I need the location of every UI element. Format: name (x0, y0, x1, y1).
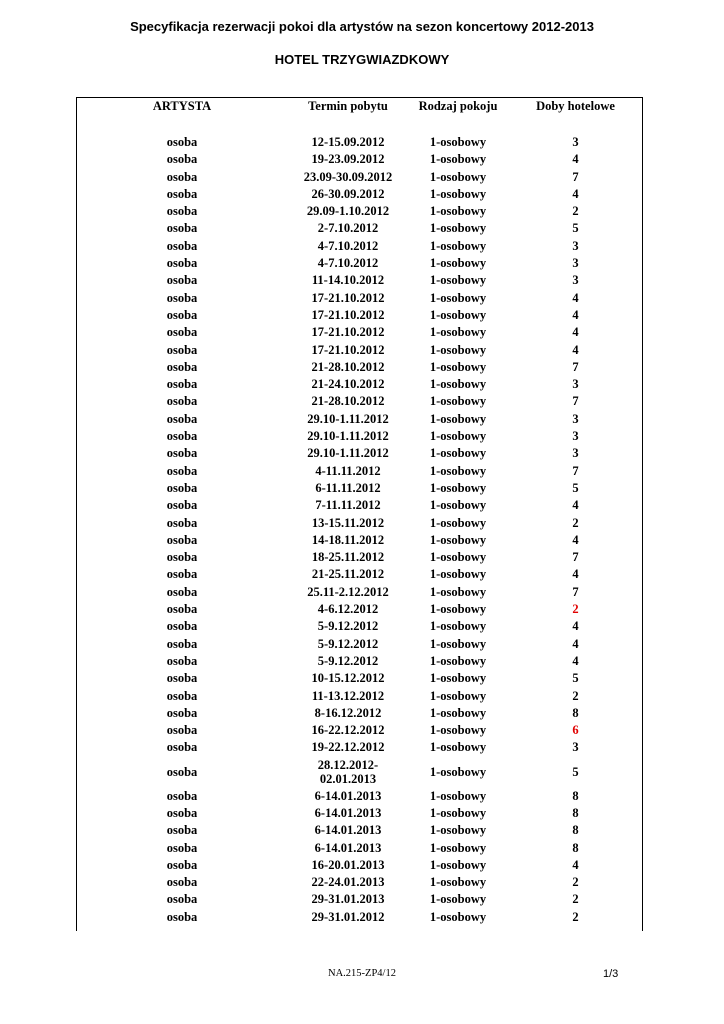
reservation-table (76, 98, 643, 926)
cell-dates: 19-23.09.2012 (311, 152, 385, 167)
cell-dates: 18-25.11.2012 (311, 550, 385, 565)
cell-dates: 4-7.10.2012 (317, 238, 379, 253)
cell-artist: osoba (166, 307, 198, 322)
cell-dates: 28.12.2012- 02.01.2013 (317, 758, 379, 787)
header-dates: Termin pobytu (308, 99, 388, 113)
table-row (76, 359, 643, 376)
cell-artist: osoba (166, 636, 198, 651)
cell-room: 1-osobowy (429, 765, 487, 780)
cell-artist: osoba (166, 135, 198, 149)
cell-room: 1-osobowy (429, 135, 487, 149)
cell-artist: osoba (166, 602, 198, 617)
cell-nights: 7 (572, 584, 579, 599)
cell-room: 1-osobowy (429, 256, 487, 271)
cell-artist: osoba (166, 325, 198, 340)
table-row (76, 290, 643, 307)
cell-artist: osoba (166, 723, 198, 738)
cell-room: 1-osobowy (429, 653, 487, 668)
cell-artist: osoba (166, 342, 198, 357)
cell-artist: osoba (166, 480, 198, 495)
cell-room: 1-osobowy (429, 325, 487, 340)
cell-dates: 19-22.12.2012 (311, 740, 385, 755)
cell-nights: 3 (572, 429, 579, 444)
cell-nights: 4 (572, 532, 579, 547)
cell-room: 1-osobowy (429, 909, 487, 924)
cell-room: 1-osobowy (429, 359, 487, 374)
table-row (76, 272, 643, 289)
cell-dates: 21-24.10.2012 (311, 377, 385, 392)
table-row (76, 618, 643, 635)
cell-room: 1-osobowy (429, 411, 487, 426)
cell-artist: osoba (166, 377, 198, 392)
cell-room: 1-osobowy (429, 723, 487, 738)
cell-artist: osoba (166, 892, 198, 907)
cell-nights: 2 (572, 892, 579, 907)
cell-dates: 13-15.11.2012 (311, 515, 385, 530)
cell-dates: 10-15.12.2012 (311, 671, 385, 686)
table-row (76, 532, 643, 549)
cell-room: 1-osobowy (429, 550, 487, 565)
table-row (76, 601, 643, 618)
cell-dates: 22-24.01.2013 (311, 875, 385, 890)
table-row (76, 203, 643, 220)
cell-room: 1-osobowy (429, 394, 487, 409)
cell-nights: 4 (572, 653, 579, 668)
table-row (76, 840, 643, 857)
cell-room: 1-osobowy (429, 152, 487, 167)
cell-nights: 2 (572, 688, 579, 703)
cell-dates: 17-21.10.2012 (311, 290, 385, 305)
cell-nights: 4 (572, 857, 579, 872)
cell-room: 1-osobowy (429, 823, 487, 838)
cell-dates: 29-31.01.2012 (311, 909, 385, 924)
cell-artist: osoba (166, 740, 198, 755)
cell-room: 1-osobowy (429, 892, 487, 907)
cell-nights: 3 (572, 135, 579, 149)
cell-nights: 4 (572, 619, 579, 634)
cell-room: 1-osobowy (429, 532, 487, 547)
cell-artist: osoba (166, 765, 198, 780)
table-row (76, 653, 643, 670)
table-row (76, 757, 643, 788)
cell-artist: osoba (166, 463, 198, 478)
cell-dates: 16-22.12.2012 (311, 723, 385, 738)
cell-nights: 8 (572, 805, 579, 820)
cell-artist: osoba (166, 532, 198, 547)
cell-room: 1-osobowy (429, 307, 487, 322)
cell-dates: 23.09-30.09.2012 (303, 169, 393, 184)
cell-nights: 2 (572, 602, 579, 617)
cell-nights: 4 (572, 567, 579, 582)
cell-nights: 3 (572, 377, 579, 392)
document-title: Specyfikacja rezerwacji pokoi dla artystów na sezon koncertowy 2012-2013 (130, 19, 594, 34)
cell-dates: 5-9.12.2012 (317, 636, 379, 651)
table-row (76, 688, 643, 705)
cell-nights: 2 (572, 909, 579, 924)
table-row (76, 822, 643, 839)
table-row (76, 909, 643, 926)
cell-room: 1-osobowy (429, 584, 487, 599)
cell-room: 1-osobowy (429, 671, 487, 686)
cell-dates: 11-13.12.2012 (311, 688, 385, 703)
cell-artist: osoba (166, 805, 198, 820)
cell-dates: 2-7.10.2012 (317, 221, 379, 236)
cell-artist: osoba (166, 705, 198, 720)
table-row (76, 238, 643, 255)
cell-room: 1-osobowy (429, 498, 487, 513)
table-row (76, 515, 643, 532)
table-row (76, 463, 643, 480)
table-row (76, 169, 643, 186)
cell-artist: osoba (166, 875, 198, 890)
cell-dates: 7-11.11.2012 (315, 498, 381, 513)
cell-nights: 4 (572, 290, 579, 305)
cell-room: 1-osobowy (429, 705, 487, 720)
cell-artist: osoba (166, 584, 198, 599)
cell-dates: 17-21.10.2012 (311, 325, 385, 340)
cell-artist: osoba (166, 857, 198, 872)
cell-nights: 3 (572, 411, 579, 426)
cell-room: 1-osobowy (429, 619, 487, 634)
table-row (76, 670, 643, 687)
cell-dates: 6-14.01.2013 (314, 840, 382, 855)
table-row (76, 874, 643, 891)
header-nights: Doby hotelowe (536, 99, 615, 113)
cell-dates: 29.10-1.11.2012 (307, 446, 389, 461)
cell-artist: osoba (166, 619, 198, 634)
cell-artist: osoba (166, 788, 198, 803)
cell-nights: 4 (572, 636, 579, 651)
cell-room: 1-osobowy (429, 636, 487, 651)
cell-nights: 7 (572, 359, 579, 374)
cell-artist: osoba (166, 498, 198, 513)
cell-dates: 6-11.11.2012 (315, 480, 381, 495)
header-room: Rodzaj pokoju (418, 99, 498, 113)
cell-dates: 17-21.10.2012 (311, 342, 385, 357)
table-header-row (76, 98, 643, 118)
cell-nights: 2 (572, 875, 579, 890)
cell-nights: 3 (572, 446, 579, 461)
cell-artist: osoba (166, 653, 198, 668)
cell-nights: 5 (572, 480, 579, 495)
cell-room: 1-osobowy (429, 805, 487, 820)
table-row (76, 857, 643, 874)
table-row (76, 891, 643, 908)
table-row (76, 307, 643, 324)
cell-nights: 5 (572, 765, 579, 780)
cell-artist: osoba (166, 169, 198, 184)
cell-nights: 3 (572, 238, 579, 253)
table-body (76, 134, 643, 926)
cell-artist: osoba (166, 671, 198, 686)
header-artist: ARTYSTA (152, 99, 212, 113)
cell-dates: 4-7.10.2012 (317, 256, 379, 271)
cell-nights: 5 (572, 221, 579, 236)
cell-room: 1-osobowy (429, 273, 487, 288)
cell-dates: 21-25.11.2012 (311, 567, 385, 582)
cell-nights: 2 (572, 204, 579, 219)
cell-nights: 7 (572, 169, 579, 184)
cell-artist: osoba (166, 550, 198, 565)
cell-dates: 21-28.10.2012 (311, 359, 385, 374)
cell-artist: osoba (166, 221, 198, 236)
cell-artist: osoba (166, 238, 198, 253)
table-row (76, 566, 643, 583)
header-spacer (76, 118, 643, 134)
table-row (76, 393, 643, 410)
cell-artist: osoba (166, 840, 198, 855)
cell-dates: 25.11-2.12.2012 (307, 584, 389, 599)
cell-dates: 5-9.12.2012 (317, 653, 379, 668)
cell-room: 1-osobowy (429, 515, 487, 530)
cell-dates: 6-14.01.2013 (314, 805, 382, 820)
table-row (76, 255, 643, 272)
cell-artist: osoba (166, 394, 198, 409)
cell-artist: osoba (166, 204, 198, 219)
cell-nights: 7 (572, 394, 579, 409)
cell-dates: 6-14.01.2013 (314, 823, 382, 838)
cell-artist: osoba (166, 909, 198, 924)
table-row (76, 705, 643, 722)
cell-dates: 21-28.10.2012 (311, 394, 385, 409)
cell-room: 1-osobowy (429, 463, 487, 478)
cell-dates: 11-14.10.2012 (311, 273, 385, 288)
cell-artist: osoba (166, 152, 198, 167)
table-row (76, 151, 643, 168)
footer-page-number: 1/3 (603, 968, 619, 980)
cell-dates: 14-18.11.2012 (311, 532, 385, 547)
cell-nights: 4 (572, 307, 579, 322)
cell-dates: 29-31.01.2013 (311, 892, 385, 907)
cell-nights: 7 (572, 550, 579, 565)
cell-artist: osoba (166, 567, 198, 582)
table-row (76, 445, 643, 462)
table-row (76, 722, 643, 739)
cell-artist: osoba (166, 823, 198, 838)
table-row (76, 788, 643, 805)
cell-room: 1-osobowy (429, 875, 487, 890)
cell-nights: 4 (572, 186, 579, 201)
cell-nights: 8 (572, 840, 579, 855)
cell-room: 1-osobowy (429, 602, 487, 617)
cell-nights: 2 (572, 515, 579, 530)
cell-room: 1-osobowy (429, 429, 487, 444)
cell-nights: 8 (572, 823, 579, 838)
cell-dates: 8-16.12.2012 (314, 705, 382, 720)
table-row (76, 805, 643, 822)
footer-document-code: NA.215-ZP4/12 (328, 968, 396, 979)
table-row (76, 324, 643, 341)
cell-room: 1-osobowy (429, 377, 487, 392)
cell-room: 1-osobowy (429, 446, 487, 461)
cell-room: 1-osobowy (429, 342, 487, 357)
cell-room: 1-osobowy (429, 238, 487, 253)
cell-room: 1-osobowy (429, 840, 487, 855)
cell-nights: 3 (572, 740, 579, 755)
cell-artist: osoba (166, 411, 198, 426)
table-row (76, 134, 643, 151)
cell-dates: 4-6.12.2012 (317, 602, 379, 617)
cell-dates: 5-9.12.2012 (317, 619, 379, 634)
cell-nights: 3 (572, 256, 579, 271)
table-row (76, 342, 643, 359)
cell-room: 1-osobowy (429, 480, 487, 495)
cell-artist: osoba (166, 256, 198, 271)
cell-room: 1-osobowy (429, 169, 487, 184)
cell-nights: 4 (572, 498, 579, 513)
cell-artist: osoba (166, 688, 198, 703)
table-row (76, 428, 643, 445)
cell-dates: 6-14.01.2013 (314, 788, 382, 803)
cell-dates: 29.10-1.11.2012 (307, 411, 389, 426)
cell-nights: 3 (572, 273, 579, 288)
cell-room: 1-osobowy (429, 740, 487, 755)
cell-nights: 8 (572, 705, 579, 720)
cell-artist: osoba (166, 290, 198, 305)
cell-artist: osoba (166, 429, 198, 444)
document-subtitle: HOTEL TRZYGWIAZDKOWY (274, 52, 450, 67)
cell-artist: osoba (166, 446, 198, 461)
cell-room: 1-osobowy (429, 688, 487, 703)
cell-room: 1-osobowy (429, 204, 487, 219)
table-row (76, 376, 643, 393)
cell-artist: osoba (166, 359, 198, 374)
cell-room: 1-osobowy (429, 290, 487, 305)
table-row (76, 186, 643, 203)
cell-room: 1-osobowy (429, 857, 487, 872)
table-row (76, 636, 643, 653)
cell-nights: 4 (572, 325, 579, 340)
table-row (76, 584, 643, 601)
cell-room: 1-osobowy (429, 567, 487, 582)
table-row (76, 480, 643, 497)
cell-dates: 29.09-1.10.2012 (306, 204, 390, 219)
cell-dates: 17-21.10.2012 (311, 307, 385, 322)
table-row (76, 549, 643, 566)
table-row (76, 497, 643, 514)
cell-nights: 5 (572, 671, 579, 686)
cell-dates: 4-11.11.2012 (315, 463, 381, 478)
table-row (76, 739, 643, 756)
cell-artist: osoba (166, 273, 198, 288)
cell-dates: 26-30.09.2012 (311, 186, 385, 201)
cell-room: 1-osobowy (429, 186, 487, 201)
cell-nights: 6 (572, 723, 579, 738)
cell-dates: 16-20.01.2013 (311, 857, 385, 872)
cell-nights: 8 (572, 788, 579, 803)
cell-nights: 4 (572, 342, 579, 357)
cell-room: 1-osobowy (429, 221, 487, 236)
cell-artist: osoba (166, 186, 198, 201)
cell-dates: 29.10-1.11.2012 (307, 429, 389, 444)
cell-dates: 12-15.09.2012 (311, 135, 385, 149)
cell-nights: 4 (572, 152, 579, 167)
table-row (76, 220, 643, 237)
cell-nights: 7 (572, 463, 579, 478)
cell-room: 1-osobowy (429, 788, 487, 803)
table-row (76, 411, 643, 428)
cell-artist: osoba (166, 515, 198, 530)
